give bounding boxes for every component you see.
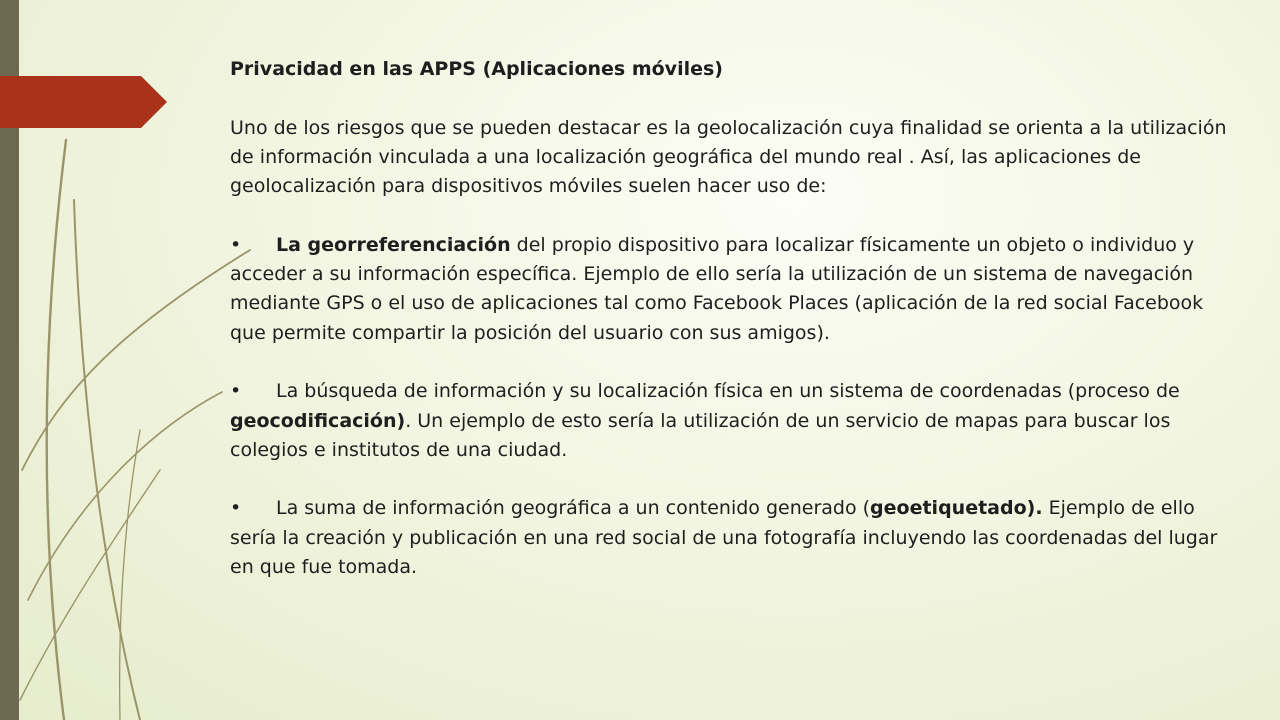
bullet-symbol: • xyxy=(230,497,242,520)
intro-paragraph: Uno de los riesgos que se pueden destacar es la geolocalización cuya finalidad se orienta a la utilización de información vinculada a una localización geográfica del mundo real . Así, las aplicaciones de geolocalización para dispositivos móviles suelen hacer uso de: xyxy=(230,116,1227,198)
bullet-symbol: • xyxy=(230,380,242,403)
slide-title: Privacidad en las APPS (Aplicaciones móviles) xyxy=(230,58,723,80)
bullet-item: • La búsqueda de información y su localización física en un sistema de coordenadas (proceso de geocodificación). Un ejemplo de esto sería la utilización de un servicio de mapas para buscar los colegios e institutos de una ciudad. xyxy=(230,377,1230,465)
bullet-item: • La georreferenciación del propio dispositivo para localizar físicamente un objeto o individuo y acceder a su información específica. Ejemplo de ello sería la utilización de un sistema de navegación mediante GPS o el uso de aplicaciones tal como Facebook Places (aplicación de la red social Facebook que permite compartir la posición del usuario con sus amigos). xyxy=(230,231,1230,348)
bullet-item: • La suma de información geográfica a un contenido generado (geoetiquetado). Ejemplo de ello sería la creación y publicación en una red social de una fotografía incluyendo las coordenadas del lugar en que fue tomada. xyxy=(230,494,1230,582)
title-arrow-accent xyxy=(0,76,167,128)
bullet-keyword: geoetiquetado). xyxy=(870,497,1043,520)
bullet-keyword: La georreferenciación xyxy=(276,233,511,256)
bullet-keyword: geocodificación) xyxy=(230,409,406,432)
slide-content xyxy=(230,55,1230,582)
bullet-symbol: • xyxy=(230,233,242,256)
